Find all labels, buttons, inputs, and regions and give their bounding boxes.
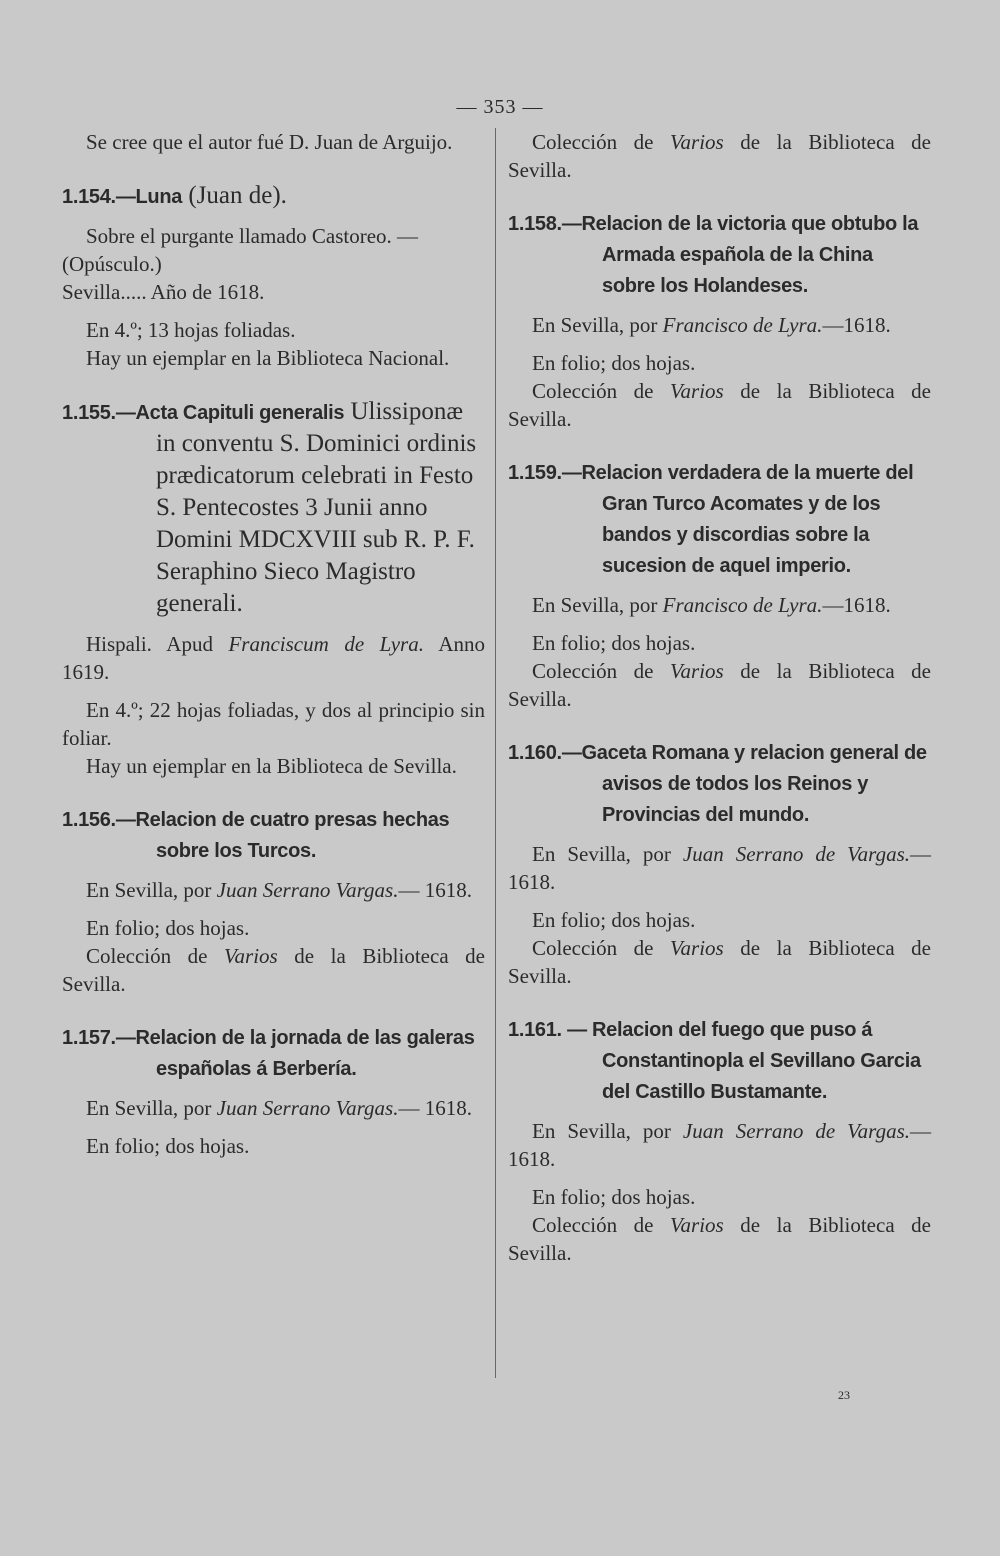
entry-1156-imprint: En Sevilla, por Juan Serrano Vargas.— 1618. bbox=[86, 878, 472, 902]
column-divider bbox=[495, 128, 496, 1378]
entry-1154-line3: Sevilla..... Año de 1618. bbox=[62, 280, 265, 304]
entry-1154-line2: (Opúsculo.) bbox=[62, 252, 162, 276]
entry-1155-title: in conventu S. Dominici ordinis prædicatorum celebrati in Festo S. Pentecostes 3 Junii anno Domini MDCXVIII sub R. P. F. Seraphino Sieco Magistro generali. bbox=[156, 430, 477, 617]
entry-1155-copy: Hay un ejemplar en la Biblioteca de Sevilla. bbox=[86, 754, 457, 778]
entry-1158-heading: 1.158.—Relacion de la victoria que obtubo la Armada española de la China sobre los Holandeses. bbox=[508, 213, 919, 297]
entry-1161-collection: Colección de Varios de la Biblioteca de Sevilla. bbox=[508, 1213, 931, 1265]
collection-continuation: Colección de Varios de la Biblioteca de Sevilla. bbox=[508, 130, 931, 182]
entry-1155-imprint: Hispali. Apud Franciscum de Lyra. Anno 1619. bbox=[62, 632, 486, 684]
entry-1158-description: En folio; dos hojas. bbox=[532, 351, 696, 375]
entry-1158-imprint: En Sevilla, por Francisco de Lyra.—1618. bbox=[532, 313, 891, 337]
entry-1154-copy: Hay un ejemplar en la Biblioteca Nacional. bbox=[86, 346, 450, 370]
entry-1160-imprint: En Sevilla, por Juan Serrano de Vargas.— 1618. bbox=[508, 842, 931, 894]
left-column bbox=[62, 128, 485, 1160]
entry-1159-imprint: En Sevilla, por Francisco de Lyra.—1618. bbox=[532, 593, 891, 617]
entry-1159-collection: Colección de Varios de la Biblioteca de Sevilla. bbox=[508, 659, 931, 711]
entry-1160-collection: Colección de Varios de la Biblioteca de Sevilla. bbox=[508, 936, 931, 988]
entry-1155-heading: 1.155.—Acta Capituli generalis Ulissiponæ bbox=[62, 398, 464, 425]
entry-1155-description: En 4.º; 22 hojas foliadas, y dos al principio sin foliar. bbox=[62, 698, 485, 750]
page-number: — 353 — bbox=[456, 96, 544, 118]
entry-1161-imprint: En Sevilla, por Juan Serrano de Vargas.— 1618. bbox=[508, 1119, 931, 1171]
right-column bbox=[508, 128, 931, 1267]
entry-1157-heading: 1.157.—Relacion de la jornada de las galeras españolas á Berbería. bbox=[62, 1027, 475, 1080]
entry-1156-description: En folio; dos hojas. bbox=[86, 916, 250, 940]
entry-1156-collection: Colección de Varios de la Biblioteca de Sevilla. bbox=[62, 944, 485, 996]
entry-1161-heading: 1.161. — Relacion del fuego que puso á Constantinopla el Sevillano Garcia del Castillo Bustamante. bbox=[508, 1019, 921, 1103]
entry-1156-heading: 1.156.—Relacion de cuatro presas hechas sobre los Turcos. bbox=[62, 809, 450, 862]
entry-1158-collection: Colección de Varios de la Biblioteca de Sevilla. bbox=[508, 379, 931, 431]
entry-1160-heading: 1.160.—Gaceta Romana y relacion general de avisos de todos los Reinos y Provincias del mundo. bbox=[508, 742, 927, 826]
entry-1161-description: En folio; dos hojas. bbox=[532, 1185, 696, 1209]
entry-1157-description: En folio; dos hojas. bbox=[86, 1134, 250, 1158]
entry-1159-description: En folio; dos hojas. bbox=[532, 631, 696, 655]
continuation-paragraph: Se cree que el autor fué D. Juan de Arguijo. bbox=[86, 130, 453, 154]
entry-1160-description: En folio; dos hojas. bbox=[532, 908, 696, 932]
entry-1154-heading: 1.154.—Luna (Juan de). bbox=[62, 182, 287, 209]
entry-1154-description: En 4.º; 13 hojas foliadas. bbox=[86, 318, 296, 342]
sheet-signature: 23 bbox=[838, 1388, 850, 1402]
entry-1157-imprint: En Sevilla, por Juan Serrano Vargas.— 1618. bbox=[86, 1096, 472, 1120]
entry-1159-heading: 1.159.—Relacion verdadera de la muerte del Gran Turco Acomates y de los bandos y discordias sobre la sucesion de aquel imperio. bbox=[508, 462, 914, 577]
entry-1154-line1: Sobre el purgante llamado Castoreo. — bbox=[86, 224, 419, 248]
